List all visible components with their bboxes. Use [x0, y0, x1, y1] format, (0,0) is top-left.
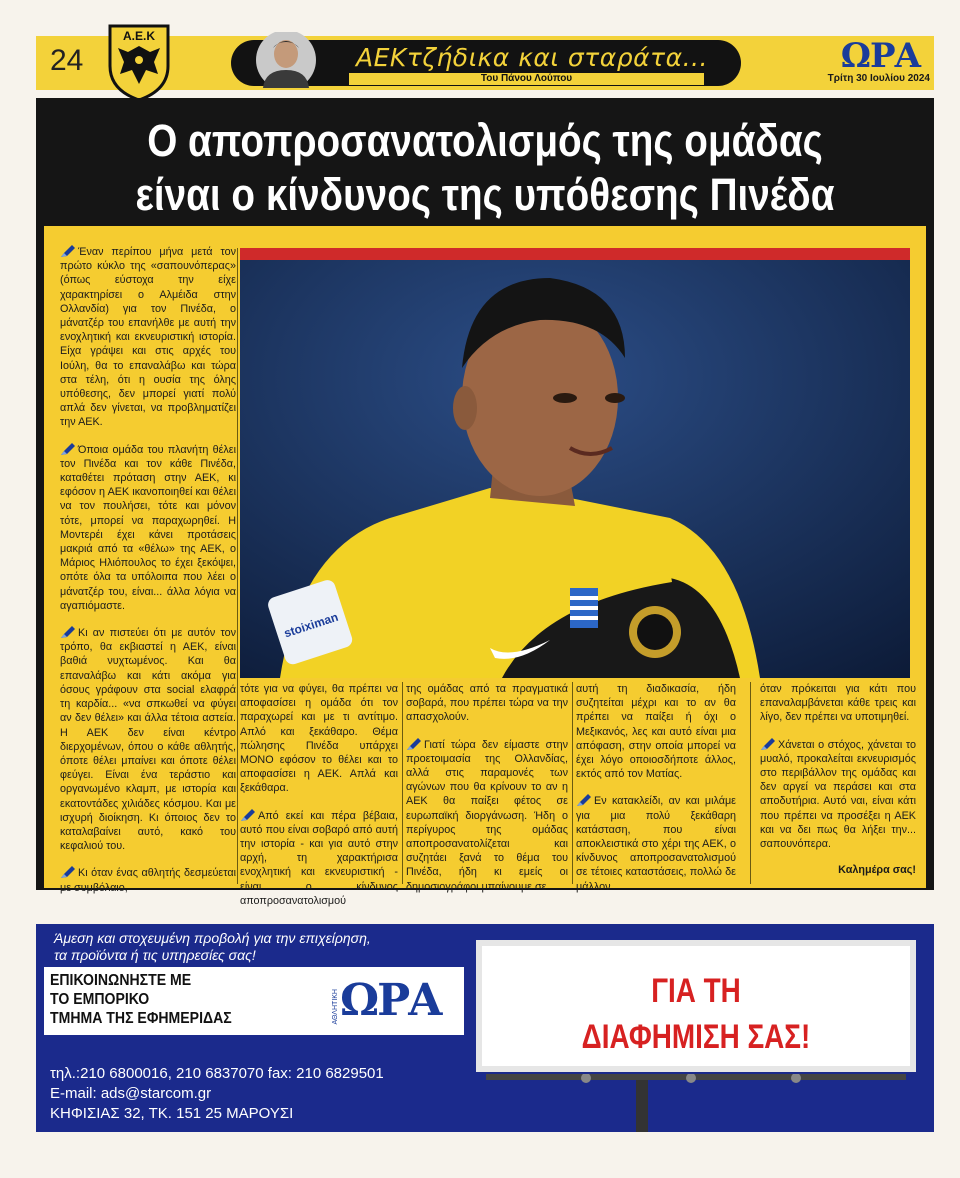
- paragraph: Κι αν πιστεύει ότι με αυτόν τον τρόπο, θα εκβιαστεί η ΑΕΚ, είναι βαθιά νυχτωμένος. Και θα επαναλάβω και κάτι ακόμα για όσους γράφουν στα social ελαφρά τη καρδία... «να σπκωθεί να φύγει αν δεν θέλει» και άλλα τέτοια αστεία. Η ΑΕΚ δεν είναι κέντρο διερχομένων, όπου ο κάθε αθλητής, όποτε θέλει μπαίνει και όποτε θέλει φεύγει. Είναι ένα τεράστιο και οργανωμένο κλαμπ, με ιστορία και εκατοντάδες χιλιάδες κόσμου. Και με ισχυρή διοίκηση. Κι όποιος δεν το καταλαβαίνει αυτό, κακό του κεφαλιού του.: [60, 627, 236, 853]
- page-number: 24: [50, 44, 84, 77]
- author-avatar: [251, 32, 321, 88]
- headline-line-2: είναι ο κίνδυνος της υπόθεσης Πινέδα: [135, 169, 835, 220]
- paragraph: Χάνεται ο στόχος, χάνεται το μυαλό, προκαλείται εκνευρισμός στο περιβάλλον της ομάδας και δεν αργεί να περάσει και στα αποδυτήρια. Αυτό ναι, είναι κάτι που πρέπει να προσέξει η ΑΕΚ και να δει πως θα λήξει την... σαπουνόπερα.: [760, 738, 916, 851]
- ad-details: [50, 1064, 384, 1124]
- billboard-line-2: ΔΙΑΦΗΜΙΣΗ ΣΑΣ!: [581, 1018, 811, 1056]
- column-divider: [750, 682, 751, 884]
- column-author-bar: [349, 73, 704, 85]
- column-title: ΑΕΚτζήδικα και σταράτα...: [356, 43, 708, 72]
- article-column-4: [576, 682, 736, 906]
- paragraph: όταν πρόκειται για κάτι που επαναλαμβάνεται κάθε τρεις και λίγο, δεν πρέπει να υποτιμηθεί.: [760, 683, 916, 724]
- article-column-5: [760, 682, 916, 877]
- advertisement: [36, 924, 934, 1132]
- pen-icon: [60, 442, 76, 456]
- ad-contact-text: [50, 971, 232, 1028]
- article-column-2: [240, 682, 398, 920]
- ad-tagline: [54, 930, 371, 964]
- column-divider: [237, 248, 238, 884]
- ad-contact-line-2: ΤΟ ΕΜΠΟΡΙΚΟ: [50, 991, 150, 1008]
- player-photo-image: [240, 248, 910, 678]
- paragraph: της ομάδας από τα πραγματικά σοβαρά, που πρέπει τώρα να την απασχολούν.: [406, 683, 568, 724]
- headline-line-1: Ο αποπροσανατολισμός της ομάδας: [147, 115, 823, 166]
- column-banner: [231, 40, 741, 86]
- paragraph: τότε για να φύγει, θα πρέπει να αποφασίσει η ομάδα ότι τον παραχωρεί και με τι αντίτιμο. Απλό και ξεκάθαρο. Θέμα πώλησης Πινέδα υπάρχει ΜΟΝΟ εφόσον το θέλει και το αποφασίσει η ΑΕΚ. Απλά και ξεκάθαρα.: [240, 683, 398, 795]
- paragraph: Κι όταν ένας αθλητής δεσμεύεται με συμβόλαιο,: [60, 867, 236, 894]
- headline: [99, 114, 871, 222]
- signoff: Καλημέρα σας!: [838, 864, 916, 877]
- paragraph: Γιατί τώρα δεν είμαστε στην προετοιμασία της Ολλανδίας, αλλά στις παραμονές των αγώνων που θα κρίνουν το αν η ΑΕΚ θα παίξει φέτος σε ευρωπαϊκή διοργάνωση. Ήδη ο περίγυρος της ομάδας αποπροσανατολίζεται και συζητάει ξανά το θέμα του Πινέδα, ήδη κι εμείς οι δημοσιογράφοι μπαίνουμε σε: [406, 738, 568, 893]
- ad-logo-subtitle: ΑΘΛΗΤΙΚΗ: [332, 989, 339, 1025]
- ad-logo: ΩΡΑ: [340, 975, 441, 1026]
- billboard-line-1: ΓΙΑ ΤΗ: [651, 972, 741, 1010]
- ad-contact-box: [44, 967, 464, 1035]
- column-divider: [572, 682, 573, 884]
- player-photo: [240, 248, 910, 678]
- pen-icon: [240, 808, 256, 822]
- article-column-3: [406, 682, 568, 906]
- ad-tagline-line-1: Άμεση και στοχευμένη προβολή για την επιχείρηση,: [54, 930, 371, 946]
- newspaper-logo: ΩΡΑ: [840, 36, 920, 76]
- paragraph: Από εκεί και πέρα βέβαια, αυτό που είναι σοβαρό από αυτή την ιστορία - και για αυτό στην αρχή, τη χαρακτήρισα ενοχλητική και εκνευριστική - είναι ο κίνδυνος αποπροσανατολισμού: [240, 809, 398, 907]
- column-divider: [402, 682, 403, 884]
- paragraph: Όποια ομάδα του πλανήτη θέλει τον Πινέδα και τον κάθε Πινέδα, καταθέτει πρόταση στην ΑΕΚ, κι εφόσον η ΑΕΚ ικανοποιηθεί και θέλει να τον πουλήσει, τότε και μόνον τότε, μπορεί να παραχωρηθεί. Η Μοντερέι έχει κάνει προτάσεις μακριά από τα «θέλω» της ΑΕΚ, ο Μάριος Ηλιόπουλος το έχει ξεκόψει, οπότε όλα τα υπόλοιπα που λέει ο μάνατζέρ του, είναι... άλλα λόγια να αγαπιόμαστε.: [60, 443, 236, 612]
- page-header: [36, 29, 934, 90]
- ad-phones: τηλ.:210 6800016, 210 6837070 fax: 210 6829501: [50, 1065, 384, 1082]
- ad-email: E-mail: ads@starcom.gr: [50, 1085, 212, 1102]
- paragraph: αυτή τη διαδικασία, ήδη συζητείται μέχρι και το αν θα πρέπει να παίξει ή όχι ο Μεξικανός, λες και αυτό είναι μια απόφαση, στην οποία μπορεί να έχει λόγο οποιοσδήποτε άλλος, εκτός από τον Ματίας.: [576, 683, 736, 781]
- article-column-1: [60, 244, 236, 907]
- billboard-text: [521, 968, 872, 1060]
- crest-text: Α.Ε.Κ: [122, 29, 156, 43]
- issue-date: Τρίτη 30 Ιουλίου 2024: [827, 73, 930, 84]
- ad-contact-line-1: ΕΠΙΚΟΙΝΩΝΗΣΤΕ ΜΕ: [50, 972, 192, 989]
- pen-icon: [576, 793, 592, 807]
- ad-address: ΚΗΦΙΣΙΑΣ 32, ΤΚ. 151 25 ΜΑΡΟΥΣΙ: [50, 1105, 294, 1122]
- aek-crest-icon: [106, 22, 172, 102]
- ad-tagline-line-2: τα προϊόντα ή τις υπηρεσίες σας!: [54, 947, 256, 963]
- billboard: [476, 940, 916, 1072]
- ad-contact-line-3: ΤΜΗΜΑ ΤΗΣ ΕΦΗΜΕΡΙΔΑΣ: [50, 1010, 232, 1027]
- billboard-stand-icon: [476, 1074, 916, 1132]
- pen-icon: [406, 737, 422, 751]
- pen-icon: [760, 737, 776, 751]
- paragraph: Εν κατακλείδι, αν και μιλάμε για μια πολύ ξεκάθαρη κατάσταση, που είναι αποκλειστικά στο χέρι της ΑΕΚ, ο κίνδυνος αποπροσανατολισμού σε τέτοιες καταστάσεις, πολλώ δε μάλλον: [576, 795, 736, 893]
- paragraph: Έναν περίπου μήνα μετά τον πρώτο κύκλο της «σαπουνόπερας» (όπως εύστοχα την είχε χαρακτηρίσει ο Αλμέιδα στην Ολλανδία) για τον Πινέδα, ο μάνατζέρ του επανήλθε με αυτή την ενοχλητική και εκνευριστική ιστορία. Είχα γράψει και στις αρχές του Ιούλη, θα το επαναλάβω και τώρα στα τέλη, ότι η ουσία της όλης υπόθεσης, δεν μπορεί γιατί πολύ απλά δεν γίνεται, να προβληματίζει την ΑΕΚ.: [60, 246, 236, 429]
- pen-icon: [60, 244, 76, 258]
- article-body: [44, 226, 926, 907]
- pen-icon: [60, 625, 76, 639]
- column-author: Του Πάνου Λούπου: [480, 73, 573, 84]
- sleeve-sponsor-text: stoiximan: [282, 609, 340, 641]
- pen-icon: [60, 865, 76, 879]
